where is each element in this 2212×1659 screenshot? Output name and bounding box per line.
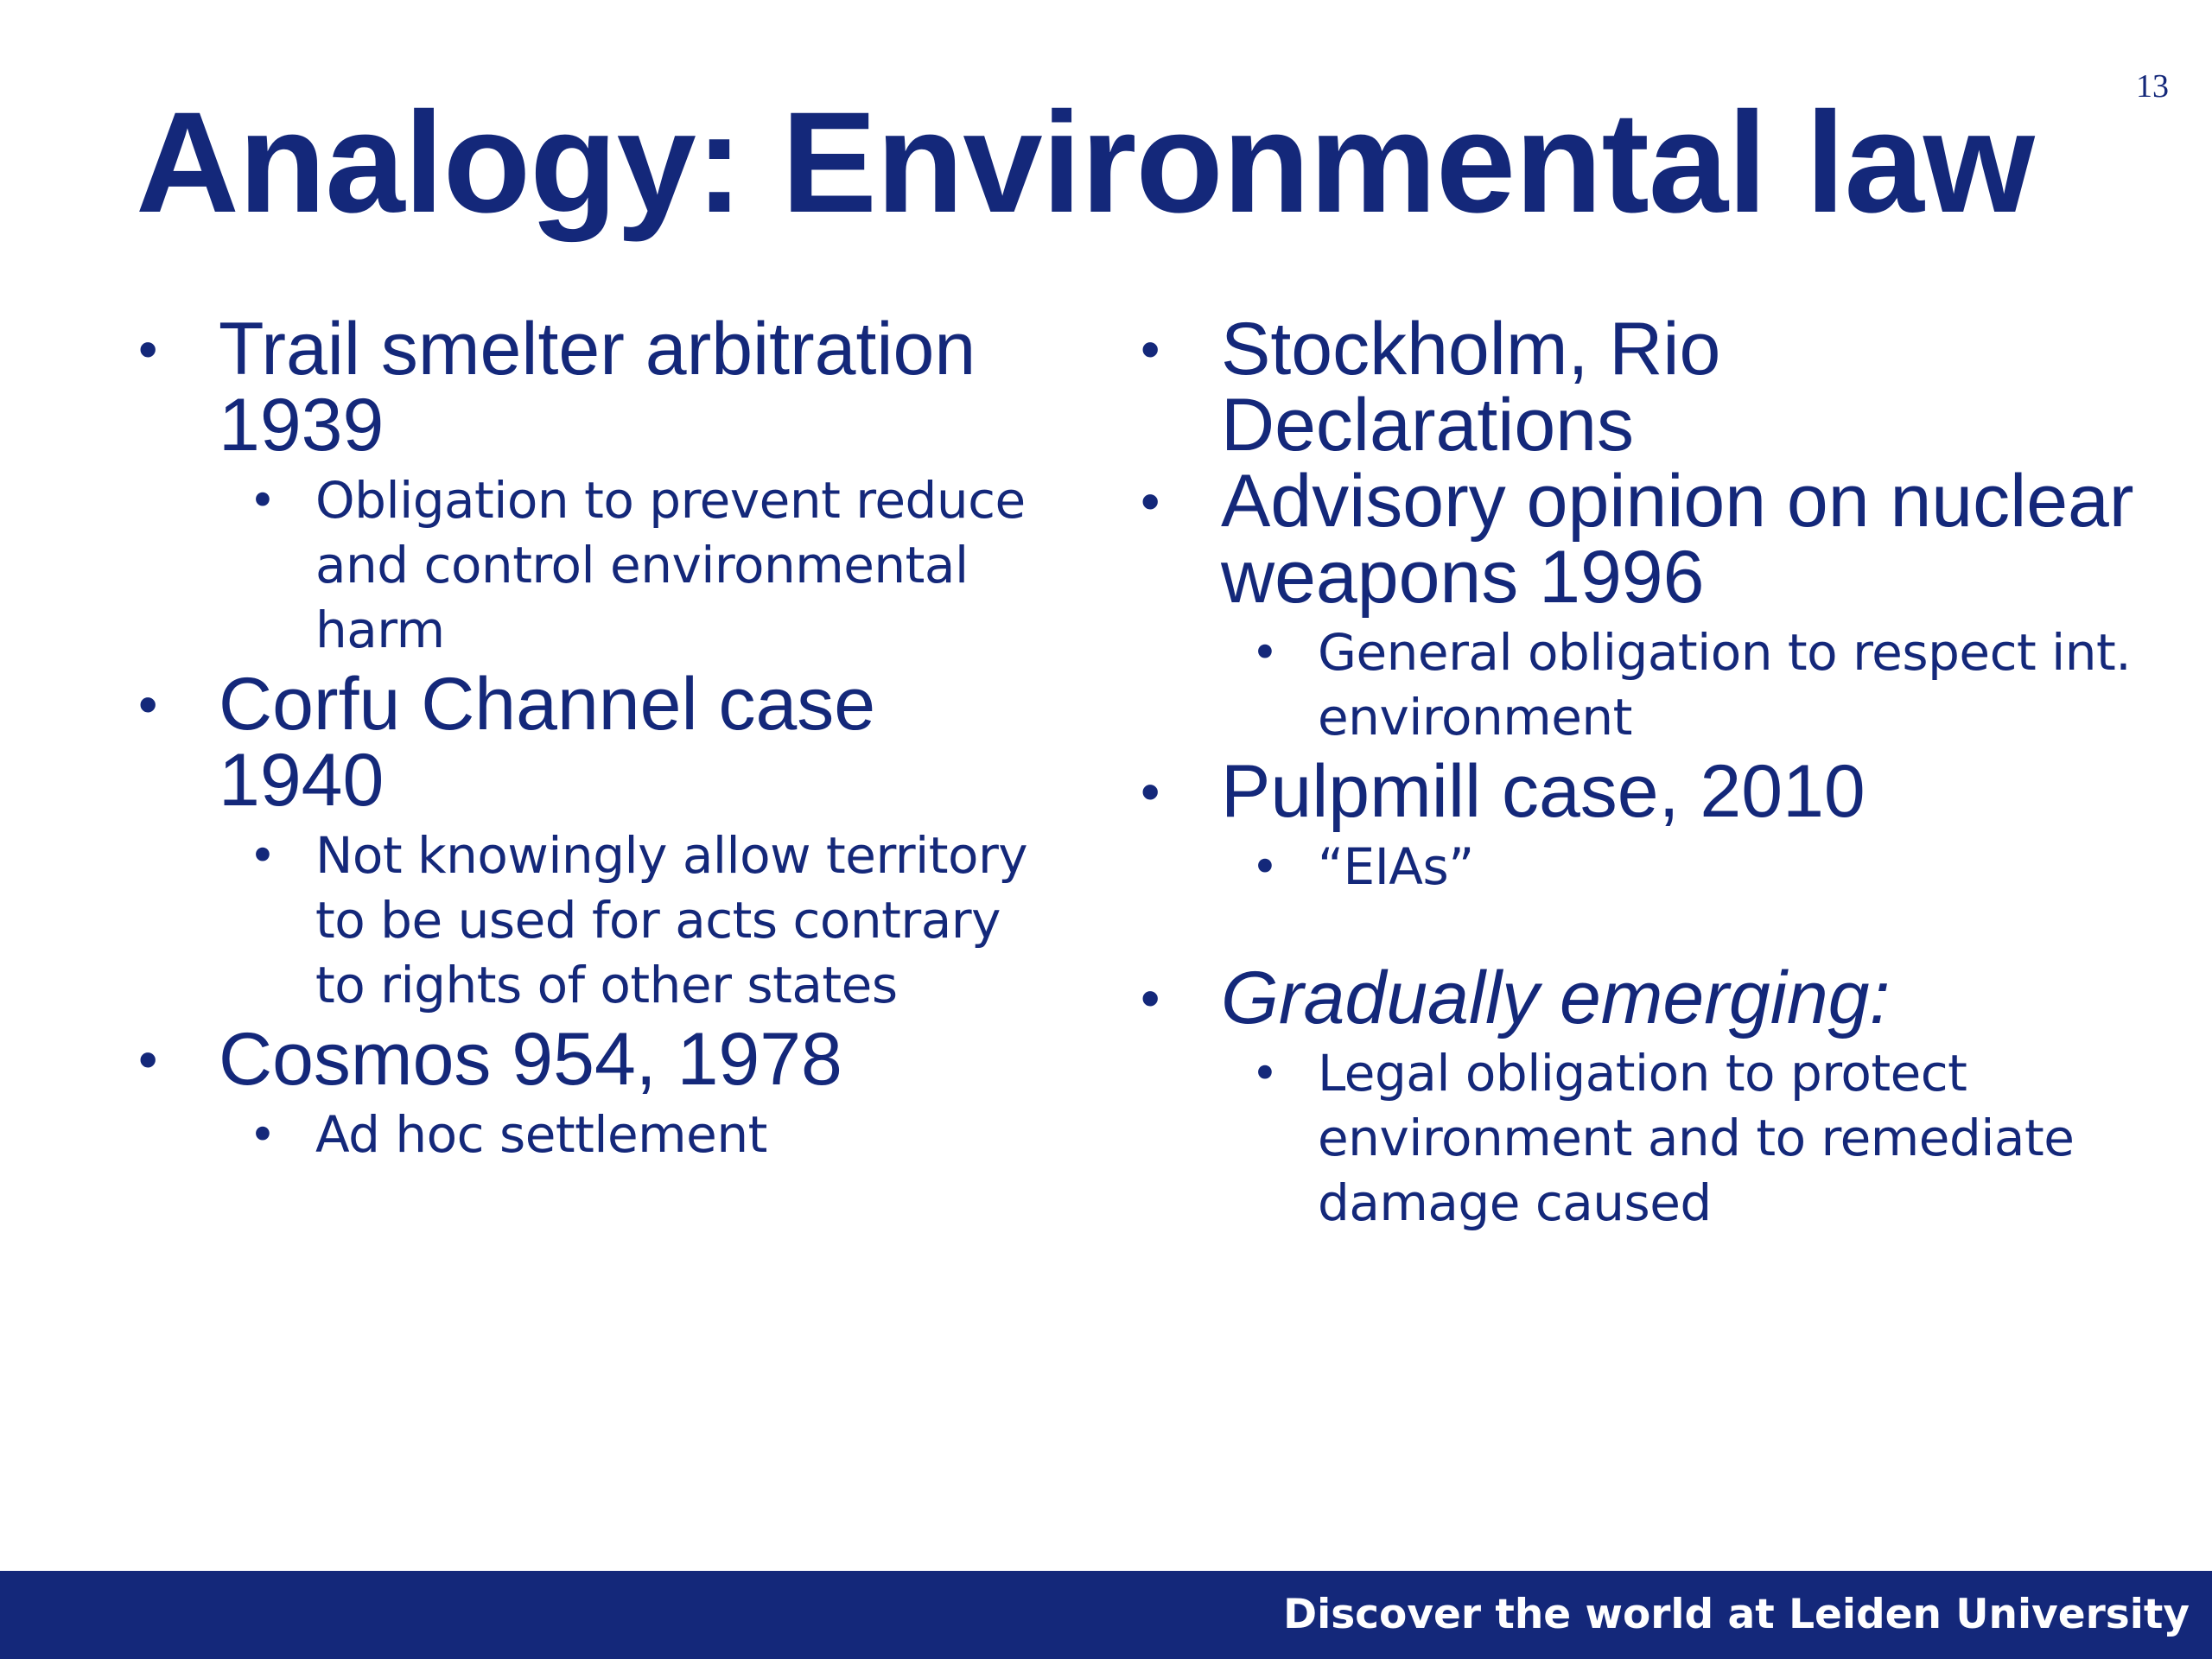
right-column xyxy=(1141,308,2143,1239)
sub-bullet-text: Not knowingly allow territory to be used for acts contrary to rights of other states xyxy=(315,826,1028,1014)
bullet-icon: • xyxy=(138,673,158,735)
footer-tagline: Discover the world at Leiden University xyxy=(1283,1591,2190,1638)
sub-bullet-text: Obligation to prevent reduce and control environmental harm xyxy=(315,471,1026,659)
bullet-item-pulpmill-case xyxy=(1141,750,2143,899)
bullet-item-gradually-emerging xyxy=(1141,957,2143,1236)
bullet-text: Cosmos 954, 1978 xyxy=(219,1018,842,1101)
sub-bullet-item xyxy=(219,823,1054,1018)
sub-bullet-text: General obligation to respect int. environment xyxy=(1318,623,2132,747)
right-bullet-list xyxy=(1141,308,2143,1236)
sub-bullet-list xyxy=(219,1103,1054,1167)
bullet-icon: • xyxy=(1141,760,1160,823)
bullet-text: Advisory opinion on nuclear weapons 1996 xyxy=(1221,460,2134,619)
sub-bullet-item xyxy=(1221,835,2143,899)
left-column xyxy=(138,308,1054,1171)
bullet-text: Corfu Channel case 1940 xyxy=(219,663,876,822)
bullet-item-cosmos-954 xyxy=(138,1018,1054,1167)
sub-bullet-text: Ad hoc settlement xyxy=(315,1105,767,1164)
bullet-icon: • xyxy=(249,474,276,528)
bullet-icon: • xyxy=(138,1028,158,1090)
bullet-icon: • xyxy=(1141,470,1160,532)
bullet-item-corfu-channel xyxy=(138,663,1054,1018)
sub-bullet-item xyxy=(1221,620,2143,750)
bullet-text: Gradually emerging: xyxy=(1221,957,1891,1039)
bullet-icon: • xyxy=(1141,318,1160,380)
bullet-item-trail-smelter xyxy=(138,308,1054,663)
bullet-item-stockholm-rio xyxy=(1141,308,2143,467)
sub-bullet-text: Legal obligation to protect environment and to remediate damage caused xyxy=(1318,1044,2075,1232)
sub-bullet-list xyxy=(219,468,1054,663)
sub-bullet-text: “EIAs” xyxy=(1318,837,1474,896)
bullet-text: Stockholm, Rio Declarations xyxy=(1221,308,1721,467)
sub-bullet-list xyxy=(1221,620,2143,750)
bullet-icon: • xyxy=(138,318,158,380)
sub-bullet-list xyxy=(1221,835,2143,899)
bullet-item-advisory-opinion xyxy=(1141,460,2143,750)
slide-number: 13 xyxy=(2136,68,2169,105)
footer-bar xyxy=(0,1571,2212,1659)
slide-title: Analogy: Environmental law xyxy=(136,83,2034,243)
sub-bullet-item xyxy=(219,1103,1054,1167)
left-bullet-list xyxy=(138,308,1054,1167)
bullet-icon: • xyxy=(1251,840,1279,894)
bullet-text: Trail smelter arbitration 1939 xyxy=(219,308,976,467)
bullet-icon: • xyxy=(1251,626,1279,680)
sub-bullet-list xyxy=(1221,1041,2143,1236)
sub-bullet-item xyxy=(219,468,1054,663)
bullet-icon: • xyxy=(249,829,276,883)
bullet-icon: • xyxy=(249,1108,276,1162)
bullet-text: Pulpmill case, 2010 xyxy=(1221,750,1866,833)
sub-bullet-list xyxy=(219,823,1054,1018)
sub-bullet-item xyxy=(1221,1041,2143,1236)
bullet-icon: • xyxy=(1141,967,1160,1029)
bullet-icon: • xyxy=(1251,1046,1279,1101)
